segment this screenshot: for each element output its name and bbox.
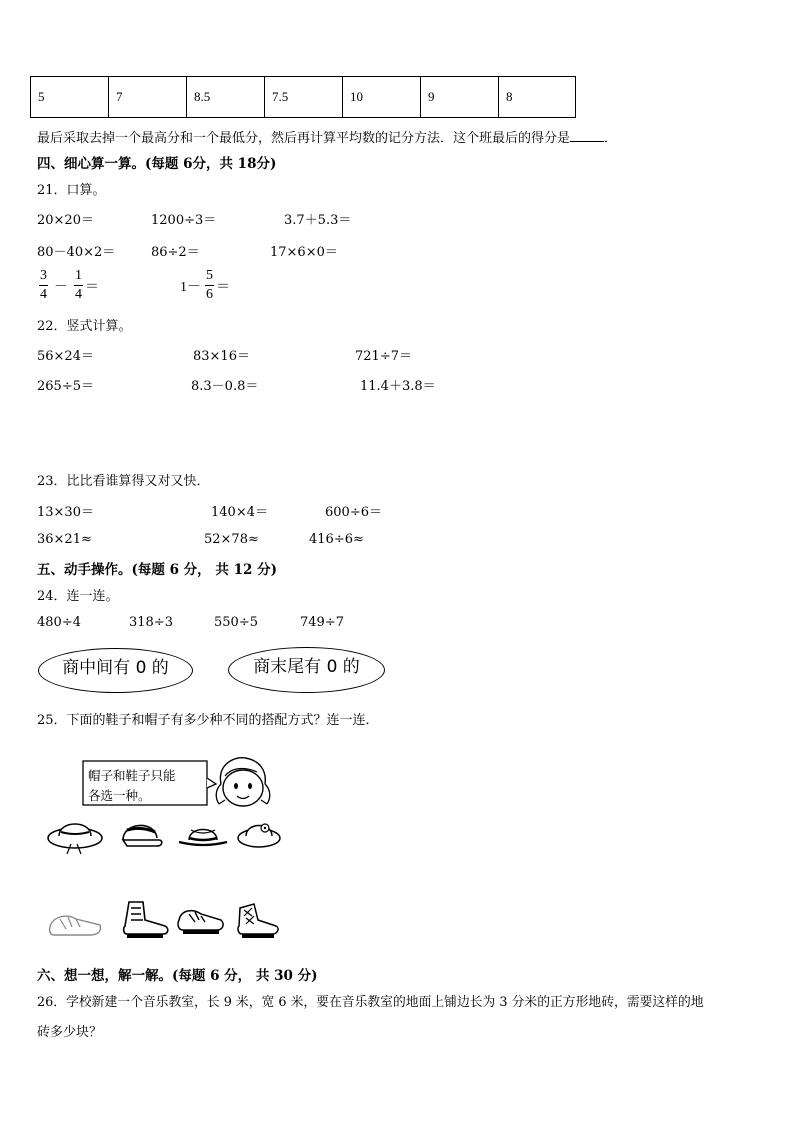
q22-item: 11.4＋3.8＝ [360, 379, 436, 394]
q21-item: 20×20＝ [37, 213, 94, 228]
fedora-icon [177, 818, 229, 852]
leading-term: 1－ [180, 279, 201, 295]
table-cell: 8.5 [187, 77, 265, 118]
table-cell: 10 [343, 77, 421, 118]
sneakers-icon [175, 900, 227, 940]
q21-item: 1200÷3＝ [151, 213, 217, 228]
q23-item: 36×21≈ [37, 532, 92, 547]
denominator: 4 [75, 287, 82, 302]
q23-title: 23．比比看谁算得又对又快． [37, 474, 210, 489]
table-row [31, 77, 576, 118]
q21-item: 17×6×0＝ [270, 245, 338, 260]
q22-item: 721÷7＝ [355, 349, 412, 364]
intro-text [37, 127, 617, 146]
q26-line-1: 26．学校新建一个音乐教室，长 9 米，宽 6 米，要在音乐教室的地面上铺边长为 3 分米的正方形地砖，需要这样的地 [37, 995, 704, 1010]
q22-title: 22．竖式计算。 [37, 319, 132, 334]
numerator: 3 [39, 267, 48, 286]
intro-end: ． [604, 131, 618, 146]
numerator: 5 [205, 267, 214, 286]
q26-line-2: 砖多少块？ [37, 1025, 103, 1040]
table-cell: 8 [499, 77, 576, 118]
fraction [39, 267, 48, 304]
q24-expression[interactable]: 318÷3 [129, 615, 173, 630]
score-table [30, 76, 576, 118]
q23-item: 52×78≈ [204, 532, 259, 547]
q24-expression[interactable]: 480÷4 [37, 615, 81, 630]
oval-quotient-middle-zero[interactable]: 商中间有 0 的 [38, 648, 193, 693]
sun-hat-icon [45, 814, 105, 856]
equals: ＝ [85, 279, 99, 295]
answer-blank[interactable] [570, 129, 604, 142]
equals: ＝ [216, 279, 230, 295]
boot-icon [117, 898, 171, 942]
fraction [74, 267, 83, 304]
numerator: 1 [74, 267, 83, 286]
bubble-line: 各选一种。 [88, 788, 151, 803]
cap-icon [117, 816, 165, 854]
q22-item: 8.3－0.8＝ [191, 379, 259, 394]
q22-item: 56×24＝ [37, 349, 94, 364]
q21-title: 21．口算。 [37, 183, 106, 198]
section-6-heading: 六、想一想，解一解。(每题 6 分， 共 30 分) [37, 968, 318, 984]
sandal-icon [46, 905, 104, 941]
q24-expression[interactable]: 749÷7 [300, 615, 344, 630]
intro-sentence: 最后采取去掉一个最高分和一个最低分，然后再计算平均数的记分方法．这个班最后的得分是 [37, 131, 571, 146]
section-5-heading: 五、动手操作。(每题 6 分， 共 12 分) [37, 562, 277, 578]
q21-item: 3.7＋5.3＝ [284, 213, 352, 228]
q25-title: 25．下面的鞋子和帽子有多少种不同的搭配方式？连一连． [37, 713, 379, 728]
flower-hat-icon [236, 816, 282, 852]
table-cell: 7.5 [265, 77, 343, 118]
fraction-expression-1 [39, 267, 99, 304]
q24-title: 24．连一连。 [37, 589, 119, 604]
table-cell: 5 [31, 77, 109, 118]
section-4-heading: 四、细心算一算。(每题 6分，共 18分) [37, 156, 277, 172]
denominator: 6 [206, 287, 213, 302]
q22-item: 83×16＝ [193, 349, 250, 364]
q21-item: 80－40×2＝ [37, 245, 116, 260]
q24-expression[interactable]: 550÷5 [214, 615, 258, 630]
q23-item: 140×4＝ [211, 505, 268, 520]
lace-up-shoes-icon [234, 898, 282, 940]
fraction-expression-2 [180, 267, 230, 304]
q23-item: 600÷6＝ [325, 505, 382, 520]
bubble-text [88, 766, 176, 806]
q21-item: 86÷2＝ [151, 245, 200, 260]
q22-item: 265÷5＝ [37, 379, 94, 394]
table-cell: 9 [421, 77, 499, 118]
operator: － [54, 279, 68, 295]
q23-item: 13×30＝ [37, 505, 94, 520]
oval-quotient-end-zero[interactable]: 商末尾有 0 的 [228, 647, 385, 693]
q23-item: 416÷6≈ [309, 532, 364, 547]
denominator: 4 [40, 287, 47, 302]
bubble-line: 帽子和鞋子只能 [88, 768, 176, 783]
fraction [205, 267, 214, 304]
girl-icon [213, 754, 273, 816]
table-cell: 7 [109, 77, 187, 118]
